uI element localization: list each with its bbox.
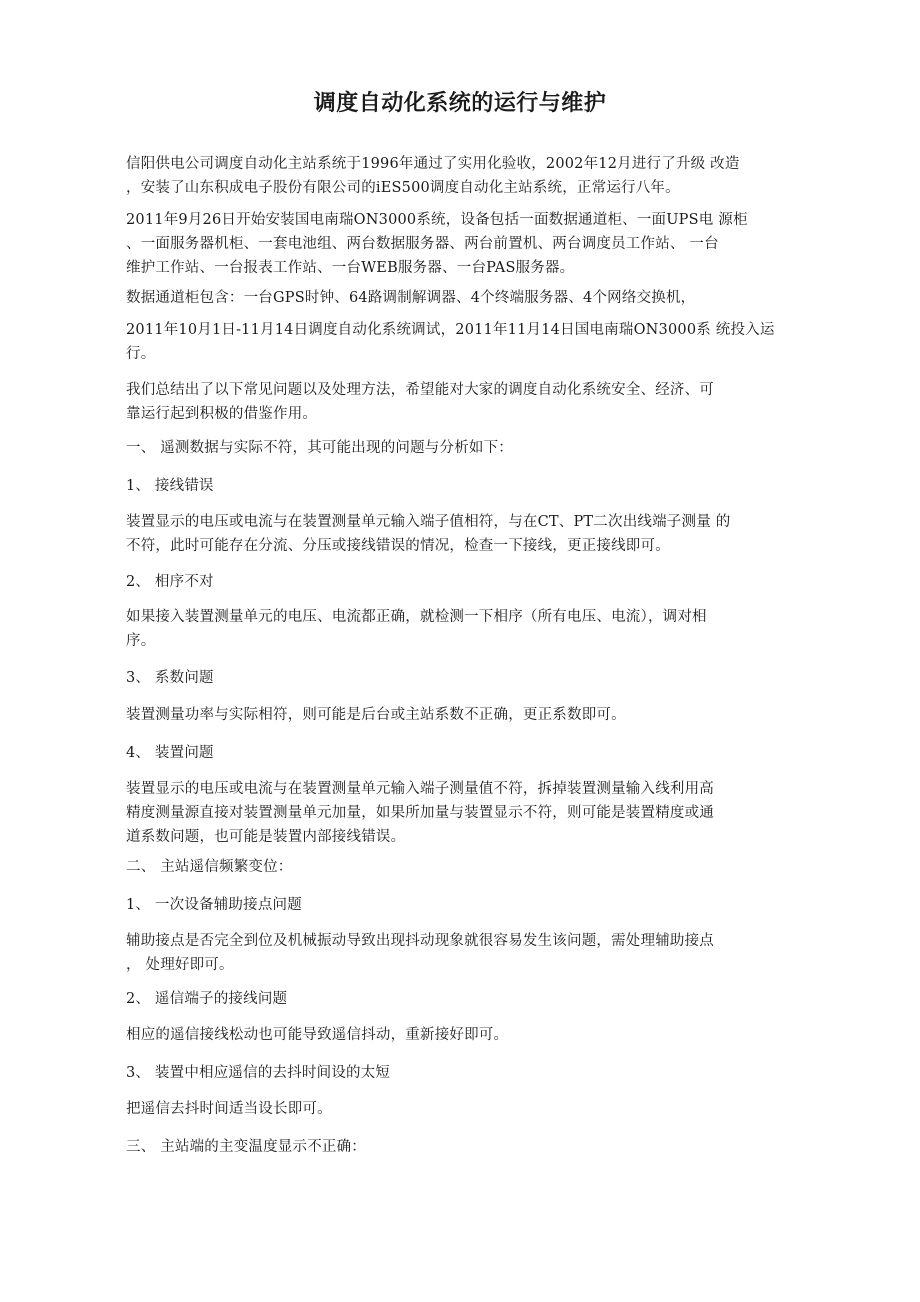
paragraph-line: 装置显示的电压或电流与在装置测量单元输入端子值相符，与在CT、PT二次出线端子测量 的 bbox=[126, 514, 731, 530]
paragraph-line: 一、 遥测数据与实际不符，其可能出现的问题与分析如下： bbox=[126, 440, 514, 456]
paragraph-line: 装置显示的电压或电流与在装置测量单元输入端子测量值不符，拆掉装置测量输入线利用高 bbox=[126, 781, 714, 797]
paragraph bbox=[126, 208, 798, 280]
paragraph-line: 装置测量功率与实际相符，则可能是后台或主站系数不正确，更正系数即可。 bbox=[126, 707, 626, 723]
paragraph bbox=[126, 570, 798, 594]
paragraph-line: 1、 一次设备辅助接点问题 bbox=[126, 897, 302, 913]
paragraph bbox=[126, 1097, 798, 1121]
paragraph-line: 信阳供电公司调度自动化主站系统于1996年通过了实用化验收，2002年12月进行了升级 改造 bbox=[126, 156, 740, 172]
paragraph-line: 2、 遥信端子的接线问题 bbox=[126, 991, 288, 1007]
paragraph-line: 1、 接线错误 bbox=[126, 478, 214, 494]
paragraph bbox=[126, 474, 798, 498]
paragraph bbox=[126, 436, 798, 460]
paragraph-line: 相应的遥信接线松动也可能导致遥信抖动，重新接好即可。 bbox=[126, 1027, 509, 1043]
paragraph-line: 靠运行起到积极的借鉴作用。 bbox=[126, 406, 318, 422]
paragraph bbox=[126, 378, 798, 426]
paragraph bbox=[126, 855, 798, 879]
paragraph-line: 辅助接点是否完全到位及机械振动导致出现抖动现象就很容易发生该问题，需处理辅助接点 bbox=[126, 933, 714, 949]
paragraph-line: 4、 装置问题 bbox=[126, 745, 214, 761]
paragraph bbox=[126, 929, 798, 977]
paragraph bbox=[126, 1023, 798, 1047]
paragraph bbox=[126, 286, 798, 310]
paragraph-line: 3、 系数问题 bbox=[126, 670, 214, 686]
paragraph-line: 维护工作站、一台报表工作站、一台WEB服务器、一台PAS服务器。 bbox=[126, 260, 575, 276]
paragraph bbox=[126, 152, 798, 200]
paragraph-line: 我们总结出了以下常见问题以及处理方法，希望能对大家的调度自动化系统安全、经济、可 bbox=[126, 382, 714, 398]
paragraph-line: ， 处理好即可。 bbox=[126, 957, 234, 973]
paragraph bbox=[126, 777, 798, 849]
paragraph bbox=[126, 703, 798, 727]
paragraph-line: 精度测量源直接对装置测量单元加量，如果所加量与装置显示不符，则可能是装置精度或通 bbox=[126, 805, 714, 821]
paragraph-line: ，安装了山东积成电子股份有限公司的iES500调度自动化主站系统，正常运行八年。 bbox=[126, 180, 680, 196]
paragraph-line: 行。 bbox=[126, 346, 156, 362]
page-title: 调度自动化系统的运行与维护 bbox=[313, 91, 607, 116]
paragraph bbox=[126, 893, 798, 917]
paragraph bbox=[126, 666, 798, 690]
paragraph bbox=[126, 741, 798, 765]
paragraph bbox=[126, 1061, 798, 1085]
paragraph-line: 、一面服务器机柜、一套电池组、两台数据服务器、两台前置机、两台调度员工作站、 一台 bbox=[126, 236, 719, 252]
paragraph-line: 不符，此时可能存在分流、分压或接线错误的情况，检查一下接线，更正接线即可。 bbox=[126, 538, 670, 554]
paragraph-line: 道系数问题，也可能是装置内部接线错误。 bbox=[126, 829, 406, 845]
paragraph bbox=[126, 1135, 798, 1159]
paragraph-line: 三、 主站端的主变温度显示不正确： bbox=[126, 1139, 367, 1155]
paragraph-line: 序。 bbox=[126, 633, 156, 649]
paragraph-line: 二、 主站遥信频繁变位： bbox=[126, 859, 293, 875]
paragraph bbox=[126, 510, 798, 558]
paragraph bbox=[126, 987, 798, 1011]
paragraph bbox=[126, 605, 798, 653]
paragraph-line: 数据通道柜包含：一台GPS时钟、64路调制解调器、4个终端服务器、4个网络交换机， bbox=[126, 290, 696, 306]
paragraph-line: 2、 相序不对 bbox=[126, 574, 214, 590]
paragraph-line: 2011年9月26日开始安装国电南瑞ON3000系统，设备包括一面数据通道柜、一面UPS电 源柜 bbox=[126, 212, 748, 228]
paragraph bbox=[126, 318, 798, 366]
paragraph-line: 2011年10月1日-11月14日调度自动化系统调试，2011年11月14日国电南瑞ON3000系 统投入运 bbox=[126, 322, 775, 338]
paragraph-line: 3、 装置中相应遥信的去抖时间设的太短 bbox=[126, 1065, 391, 1081]
paragraph-line: 把遥信去抖时间适当设长即可。 bbox=[126, 1101, 332, 1117]
paragraph-line: 如果接入装置测量单元的电压、电流都正确，就检测一下相序（所有电压、电流），调对相 bbox=[126, 609, 707, 625]
